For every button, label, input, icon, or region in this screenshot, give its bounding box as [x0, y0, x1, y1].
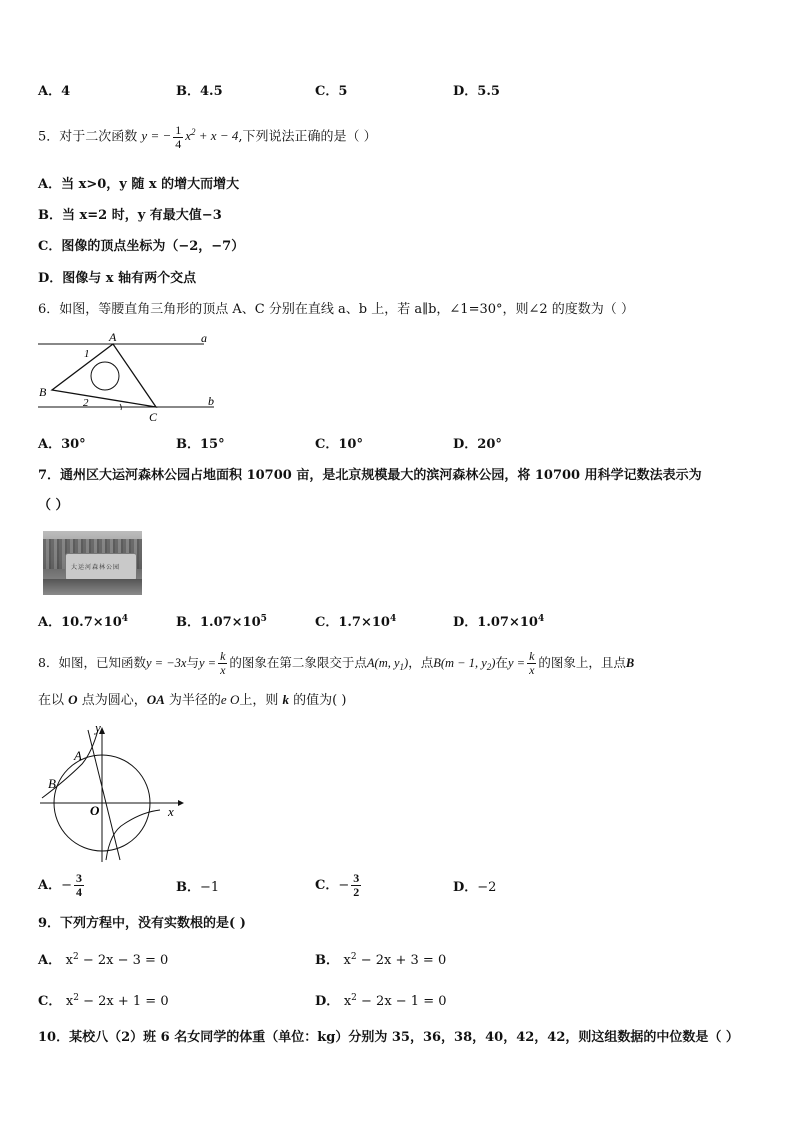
label-angle-1: 1	[84, 348, 90, 360]
label-angle-2: 2	[83, 397, 89, 409]
q9-option-c[interactable]: C． $x^2 - 2x + 1 = 0$	[38, 993, 169, 1009]
label-y: y	[95, 720, 101, 735]
label-point-b: B	[48, 776, 56, 791]
q8-option-b[interactable]: B．−1	[176, 880, 220, 895]
q6-option-a[interactable]: A．30°	[38, 437, 86, 452]
q9-option-b[interactable]: B． $x^2 - 2x + 3 = 0$	[315, 952, 447, 968]
q5-option-a[interactable]: A．当 x>0，y 随 x 的增大而增大	[38, 177, 240, 192]
label-x: x	[168, 804, 174, 819]
photo-ground	[43, 579, 142, 595]
q7-option-b[interactable]: B．$1.07\times 10^5$	[176, 614, 267, 630]
q8-option-a[interactable]: A．− $\frac{3}{4}$	[38, 871, 82, 899]
triangle-abc	[52, 344, 156, 407]
x-axis-arrow	[178, 800, 184, 806]
q4-option-a[interactable]: A．4	[38, 84, 71, 99]
q6-figure	[36, 330, 226, 425]
park-photo	[43, 531, 142, 595]
label-b-vertex: B	[39, 385, 47, 399]
label-c-vertex: C	[149, 410, 158, 424]
q6-stem: 6．如图，等腰直角三角形的顶点 A、C 分别在直线 a、b 上，若 a∥b，∠1=30°，则∠2 的度数为（ ）	[38, 302, 634, 317]
q6-option-c[interactable]: C．10°	[315, 437, 363, 452]
label-line-a: a	[201, 331, 207, 345]
q9-option-a[interactable]: A． $x^2 - 2x - 3 = 0$	[38, 952, 169, 968]
inner-circle	[91, 362, 119, 390]
label-origin: O	[90, 803, 100, 818]
q5-option-c[interactable]: C．图像的顶点坐标为（−2，−7）	[38, 239, 245, 254]
q7-stem-cont: （ ）	[38, 498, 69, 513]
label-a-vertex: A	[109, 330, 117, 344]
q7-stem: 7．通州区大运河森林公园占地面积 10700 亩，是北京规模最大的滨河森林公园，将 10700 用科学记数法表示为	[38, 468, 702, 483]
q5-option-b[interactable]: B．当 x=2 时，y 有最大值−3	[38, 208, 222, 223]
q10-stem: 10．某校八（2）班 6 名女同学的体重（单位：kg）分别为 35，36，38，40，42，42，则这组数据的中位数是（ ）	[38, 1030, 739, 1045]
label-line-b: b	[208, 394, 214, 408]
q8-stem-line1: 8．如图，已知函数y = −3x与y = $\frac{k}{x}$ 的图象在第二象限交于点A(m, $y_1$)，点B(m − 1, $y_2$)在y = $\frac{k}{x}$ 的图象上，且点B	[38, 649, 635, 677]
label-point-a: A	[74, 748, 82, 763]
q8-stem-line2: 在以 O 点为圆心，OA 为半径的e O上，则 k 的值为( )	[38, 692, 347, 708]
photo-engraving: 大运河森林公园	[71, 564, 121, 571]
q6-option-d[interactable]: D．20°	[453, 437, 502, 452]
q5-formula: y = − $\frac{1}{4}$ $x^2 + x - 4$	[141, 123, 239, 151]
q4-option-c[interactable]: C．5	[315, 84, 348, 99]
q7-option-d[interactable]: D．$1.07\times 10^4$	[453, 614, 545, 630]
q7-option-c[interactable]: C．$1.7\times 10^4$	[315, 614, 397, 630]
q8-option-c[interactable]: C．− $\frac{3}{2}$	[315, 871, 360, 899]
q5-stem: 5．对于二次函数 y = − $\frac{1}{4}$ $x^2 + x - 4$,下列说法正确的是（ ）	[38, 123, 377, 151]
q4-option-d[interactable]: D．5.5	[453, 84, 500, 99]
q4-option-b[interactable]: B．4.5	[176, 84, 223, 99]
q9-option-d[interactable]: D． $x^2 - 2x - 1 = 0$	[315, 993, 447, 1009]
q7-option-a[interactable]: A．$10.7\times 10^4$	[38, 614, 129, 630]
line-y-neg3x	[88, 730, 120, 860]
hyperbola-branch-4	[106, 810, 160, 860]
q8-option-d[interactable]: D．−2	[453, 880, 497, 895]
q9-stem: 9．下列方程中，没有实数根的是( )	[38, 916, 246, 931]
q8-figure	[38, 720, 188, 865]
q6-option-b[interactable]: B．15°	[176, 437, 225, 452]
q5-option-d[interactable]: D．图像与 x 轴有两个交点	[38, 271, 197, 286]
